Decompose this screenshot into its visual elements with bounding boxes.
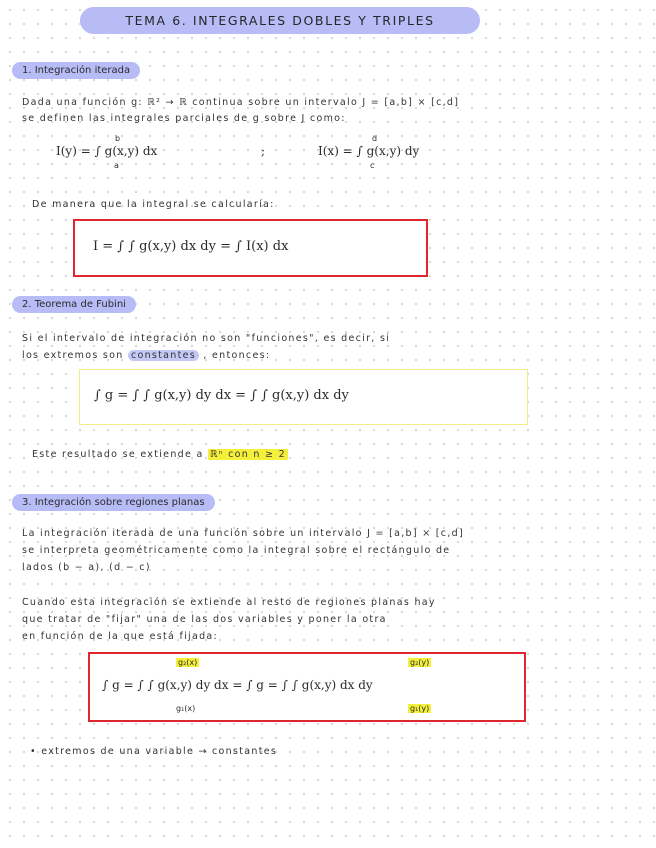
partial-integral-left: I(y) = ∫ g(x,y) dx xyxy=(56,144,158,158)
page-title xyxy=(80,7,480,34)
section-3-p2-line-1: Cuando esta integración se extiende al resto de regiones planas hay xyxy=(22,597,436,608)
iterated-integral-formula: I = ∫ ∫ g(x,y) dx dy = ∫ I(x) dx xyxy=(93,239,289,254)
section-1-line-3: De manera que la integral se calcularía: xyxy=(32,199,275,210)
limit-g1y: g₁(y) xyxy=(410,704,430,713)
planar-region-formula: ∫ g = ∫ ∫ g(x,y) dy dx = ∫ g = ∫ ∫ g(x,y) dx dy xyxy=(102,678,373,692)
section-3-p2-line-3: en función de la que está fijada: xyxy=(22,631,219,642)
section-2-line-2-post: , entonces: xyxy=(203,350,271,361)
constants-highlight: constantes xyxy=(128,350,199,361)
fubini-formula-box xyxy=(79,369,528,425)
section-2-heading xyxy=(12,296,136,313)
limit-g1x: g₁(x) xyxy=(176,704,196,713)
section-3-heading-text: 3. Integración sobre regiones planas xyxy=(22,497,205,508)
section-1-line-1: Dada una función g: ℝ² → ℝ continua sobre un intervalo J = [a,b] × [c,d] xyxy=(22,97,460,108)
limit-lower: a xyxy=(114,161,119,170)
limit-g2y: g₂(y) xyxy=(410,658,430,667)
section-3-p1-line-1: La integración iterada de una función sobre un intervalo J = [a,b] × [c,d] xyxy=(22,528,464,539)
section-2-line-2 xyxy=(22,350,270,361)
section-2-line-3 xyxy=(32,449,288,460)
section-3-p1-line-3: lados (b − a), (d − c) xyxy=(22,562,151,573)
formula-separator: ; xyxy=(261,144,266,158)
rn-highlight: ℝⁿ con n ≥ 2 xyxy=(209,449,286,460)
limit-lower: c xyxy=(370,161,375,170)
limit-g2x: g₂(x) xyxy=(178,658,198,667)
section-1-line-2: se definen las integrales parciales de g sobre J como: xyxy=(22,113,346,124)
section-3-p1-line-2: se interpreta geométricamente como la integral sobre el rectángulo de xyxy=(22,545,451,556)
planar-region-formula-box xyxy=(88,652,526,722)
section-3-p2-line-2: que tratar de "fijar" una de las dos variables y poner la otra xyxy=(22,614,387,625)
partial-integrals-formula xyxy=(56,132,496,172)
partial-integral-right: I(x) = ∫ g(x,y) dy xyxy=(318,144,420,158)
section-2-line-2-pre: los extremos son xyxy=(22,350,124,361)
section-3-note: • extremos de una variable → constantes xyxy=(30,746,278,757)
limit-upper: b xyxy=(115,134,121,143)
page-title-text: TEMA 6. INTEGRALES DOBLES Y TRIPLES xyxy=(125,13,435,28)
section-2-line-3-pre: Este resultado se extiende a xyxy=(32,449,204,460)
section-2-heading-text: 2. Teorema de Fubini xyxy=(22,299,126,310)
iterated-integral-box xyxy=(73,219,428,277)
fubini-formula: ∫ g = ∫ ∫ g(x,y) dy dx = ∫ ∫ g(x,y) dx dy xyxy=(94,388,349,403)
limit-upper: d xyxy=(372,134,378,143)
section-2-line-1: Si el intervalo de integración no son "funciones", es decir, si xyxy=(22,333,391,344)
section-1-heading-text: 1. Integración iterada xyxy=(22,65,131,76)
section-1-heading xyxy=(12,62,140,79)
section-3-heading xyxy=(12,494,215,511)
